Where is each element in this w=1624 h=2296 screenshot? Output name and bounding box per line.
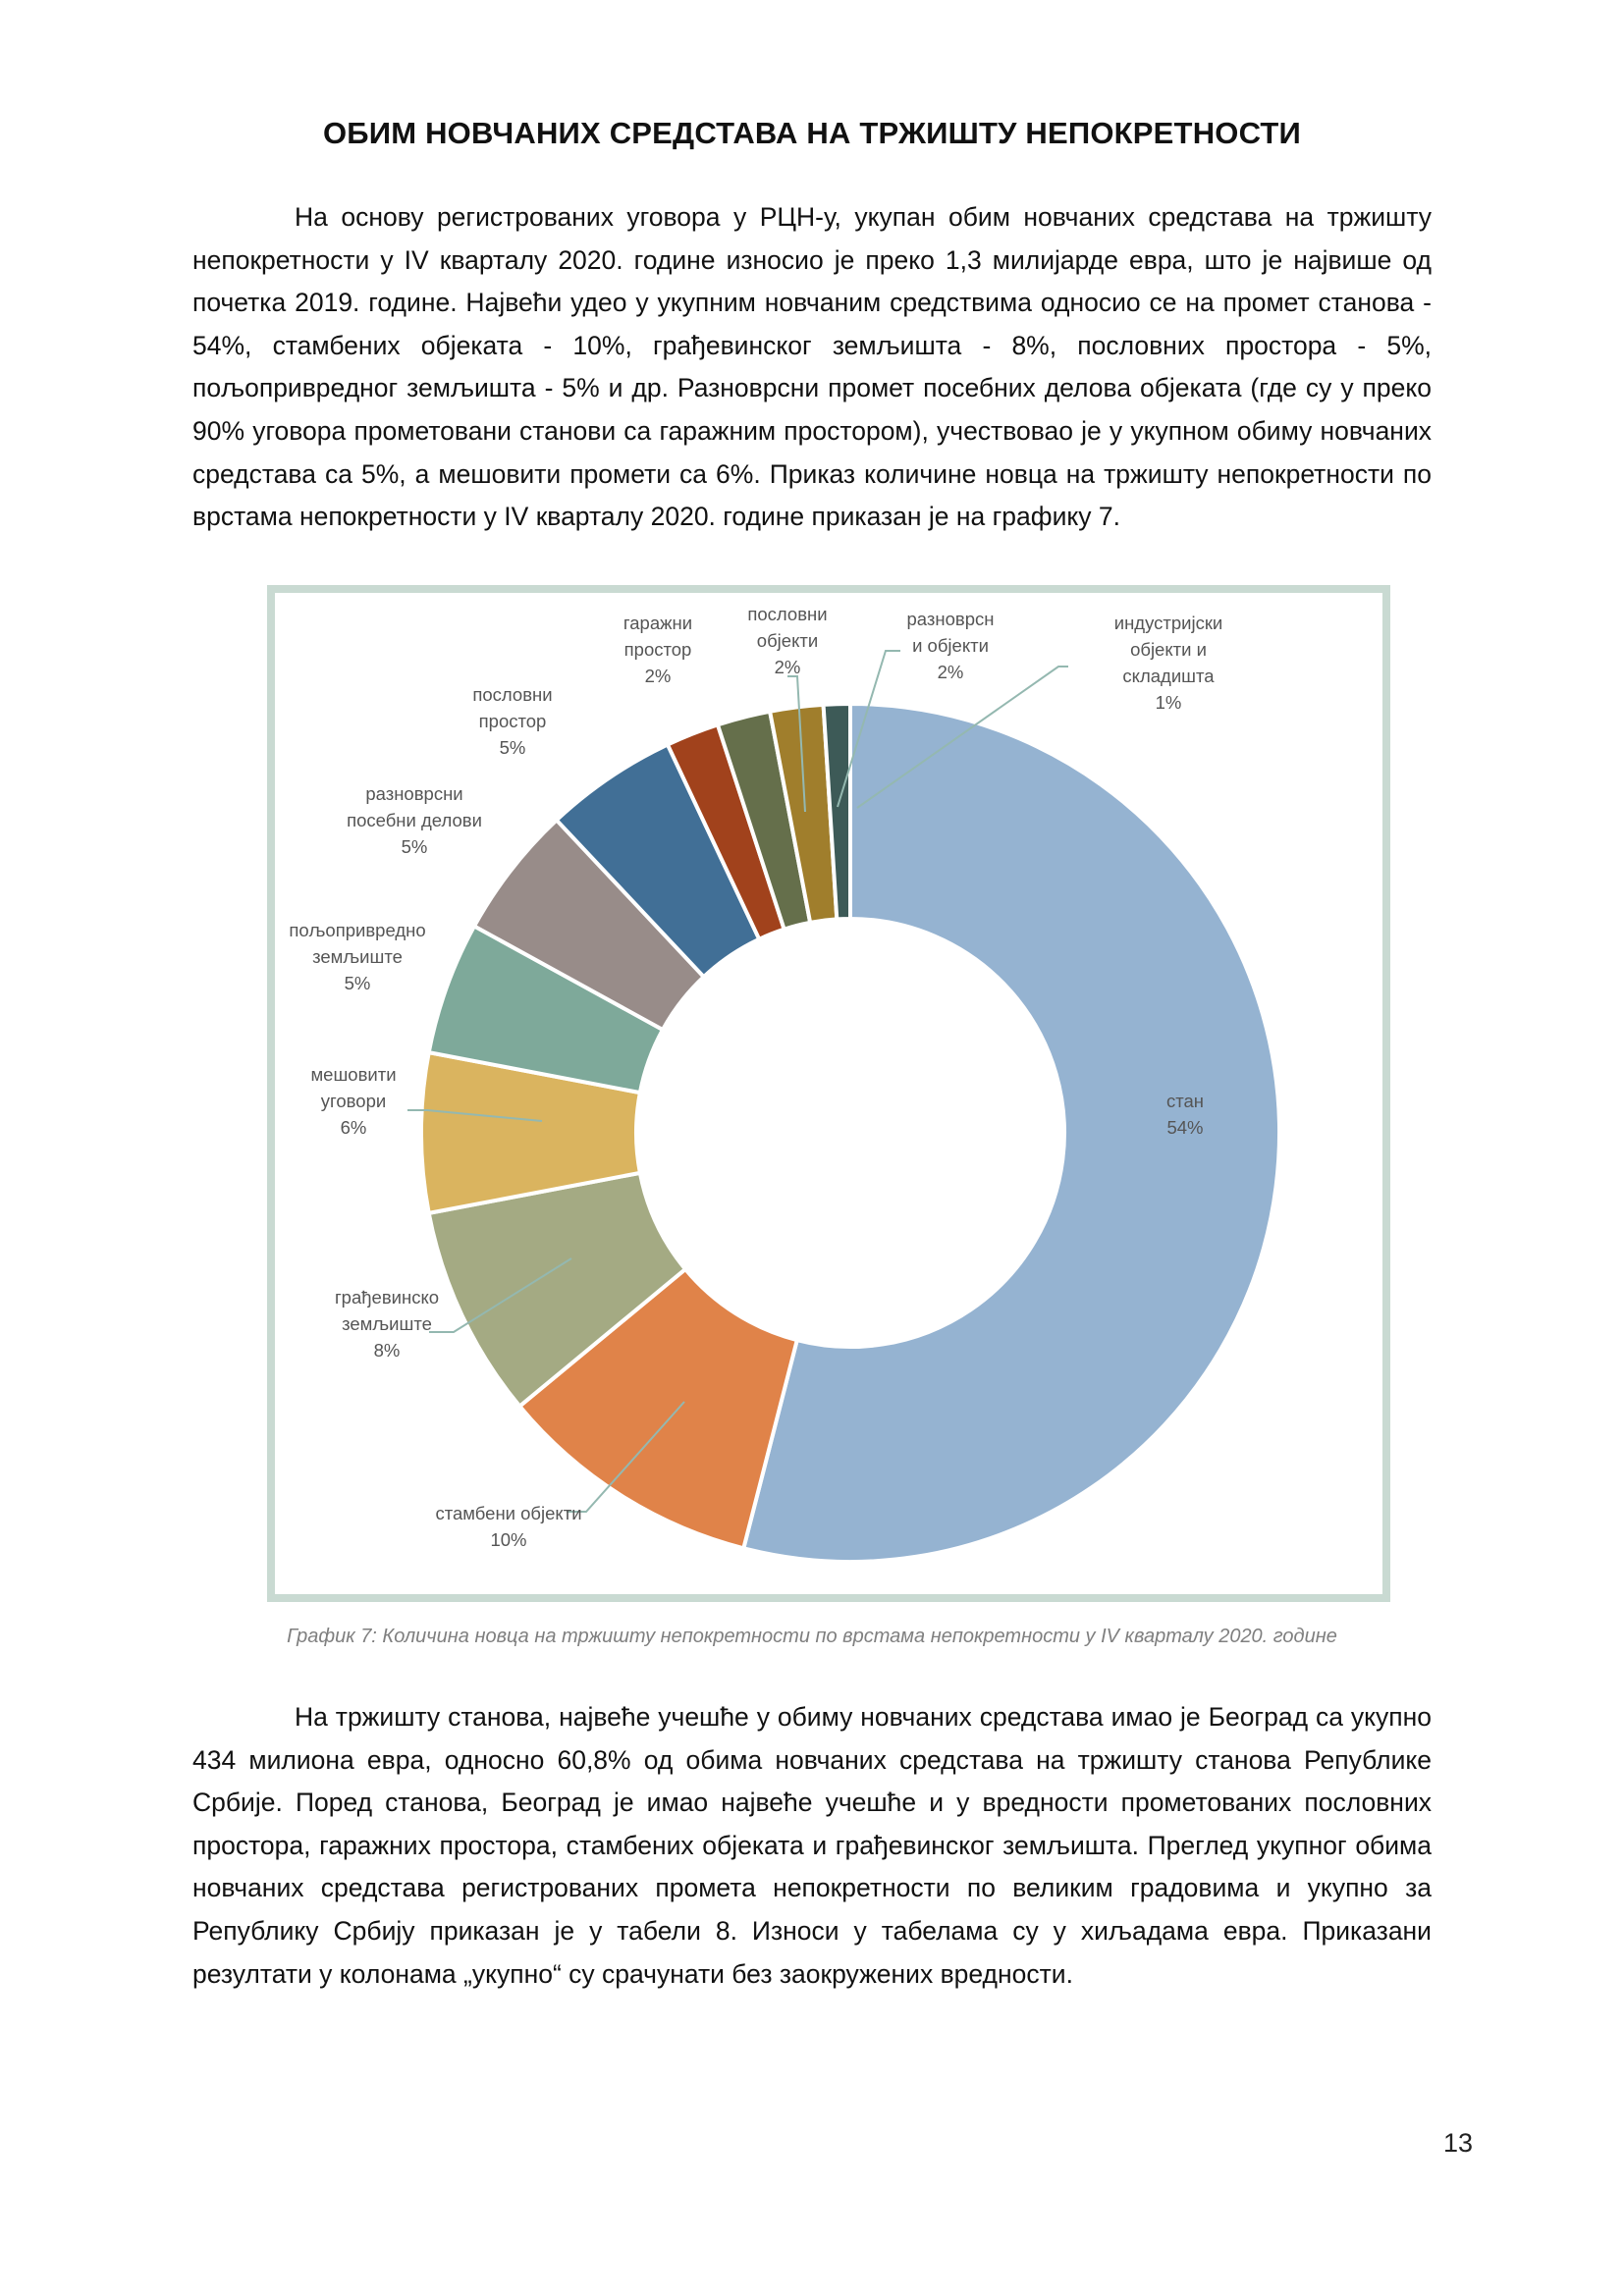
doughnut-chart <box>267 585 1390 1602</box>
data-label: разноврсн и објекти 2% <box>906 609 995 682</box>
data-label: грађевинско земљиште 8% <box>334 1287 440 1361</box>
data-label: пољопривредно земљиште 5% <box>289 920 426 993</box>
data-label: разноврсни посебни делови 5% <box>347 783 482 857</box>
chart-caption: График 7: Количина новца на тржишту непокретности по врстама непокретности у IV кварталу 2020. године <box>287 1626 1337 1647</box>
data-label: гаражни простор 2% <box>623 613 693 686</box>
intro-paragraph <box>192 196 1432 539</box>
data-label: стан 54% <box>1165 1091 1205 1138</box>
page-title: ОБИМ НОВЧАНИХ СРЕДСТАВА НА ТРЖИШТУ НЕПОКРЕТНОСТИ <box>322 116 1302 150</box>
data-label: мешовити уговори 6% <box>310 1064 397 1138</box>
data-label: пословни простор 5% <box>472 684 553 758</box>
data-label: пословни објекти 2% <box>747 604 828 677</box>
paragraph-text: На тржишту станова, највеће учешће у обиму новчаних средстава имао је Београд са укупно 434 милиона евра, односно 60,8% од обима новчаних средстава на тржишту станова Републике Србије. Поред станова, Београд је имао највеће учешће и у вредности прометованих пословних простора, гаражних простора, стамбених објеката и грађевинског земљишта. Преглед укупног обима новчаних средстава регистрованих промета непокретности по великим градовима и укупно за Републику Србију приказан је у табели 8. Износи у табелама су у хиљадама евра. Приказани резултати у колонама „укупно“ су срачунати без заокружених вредности. <box>192 1702 1432 1989</box>
data-label: индустријски објекти и складишта 1% <box>1113 613 1223 713</box>
page-number: 13 <box>1442 2128 1473 2158</box>
data-label: стамбени објекти 10% <box>435 1503 582 1550</box>
belgrade-paragraph <box>192 1696 1432 1996</box>
paragraph-text: На основу регистрованих уговора у РЦН-у, укупан обим новчаних средстава на тржишту непокретности у IV кварталу 2020. године износио је преко 1,3 милијарде евра, што је највише од почетка 2019. године. Највећи удео у укупним новчаним средствима односио се на промет станова - 54%, стамбених објеката - 10%, грађевинског земљишта - 8%, пословних простора - 5%, пољопривредног земљишта - 5% и др. Разноврсни промет посебних делова објеката (где су у преко 90% уговора прометовани станови са гаражним простором), учествовао је у укупном обиму новчаних средстава са 5%, а мешовити промети са 6%. Приказ количине новца на тржишту непокретности по врстама непокретности у IV кварталу 2020. године приказан је на графику 7. <box>192 202 1432 532</box>
